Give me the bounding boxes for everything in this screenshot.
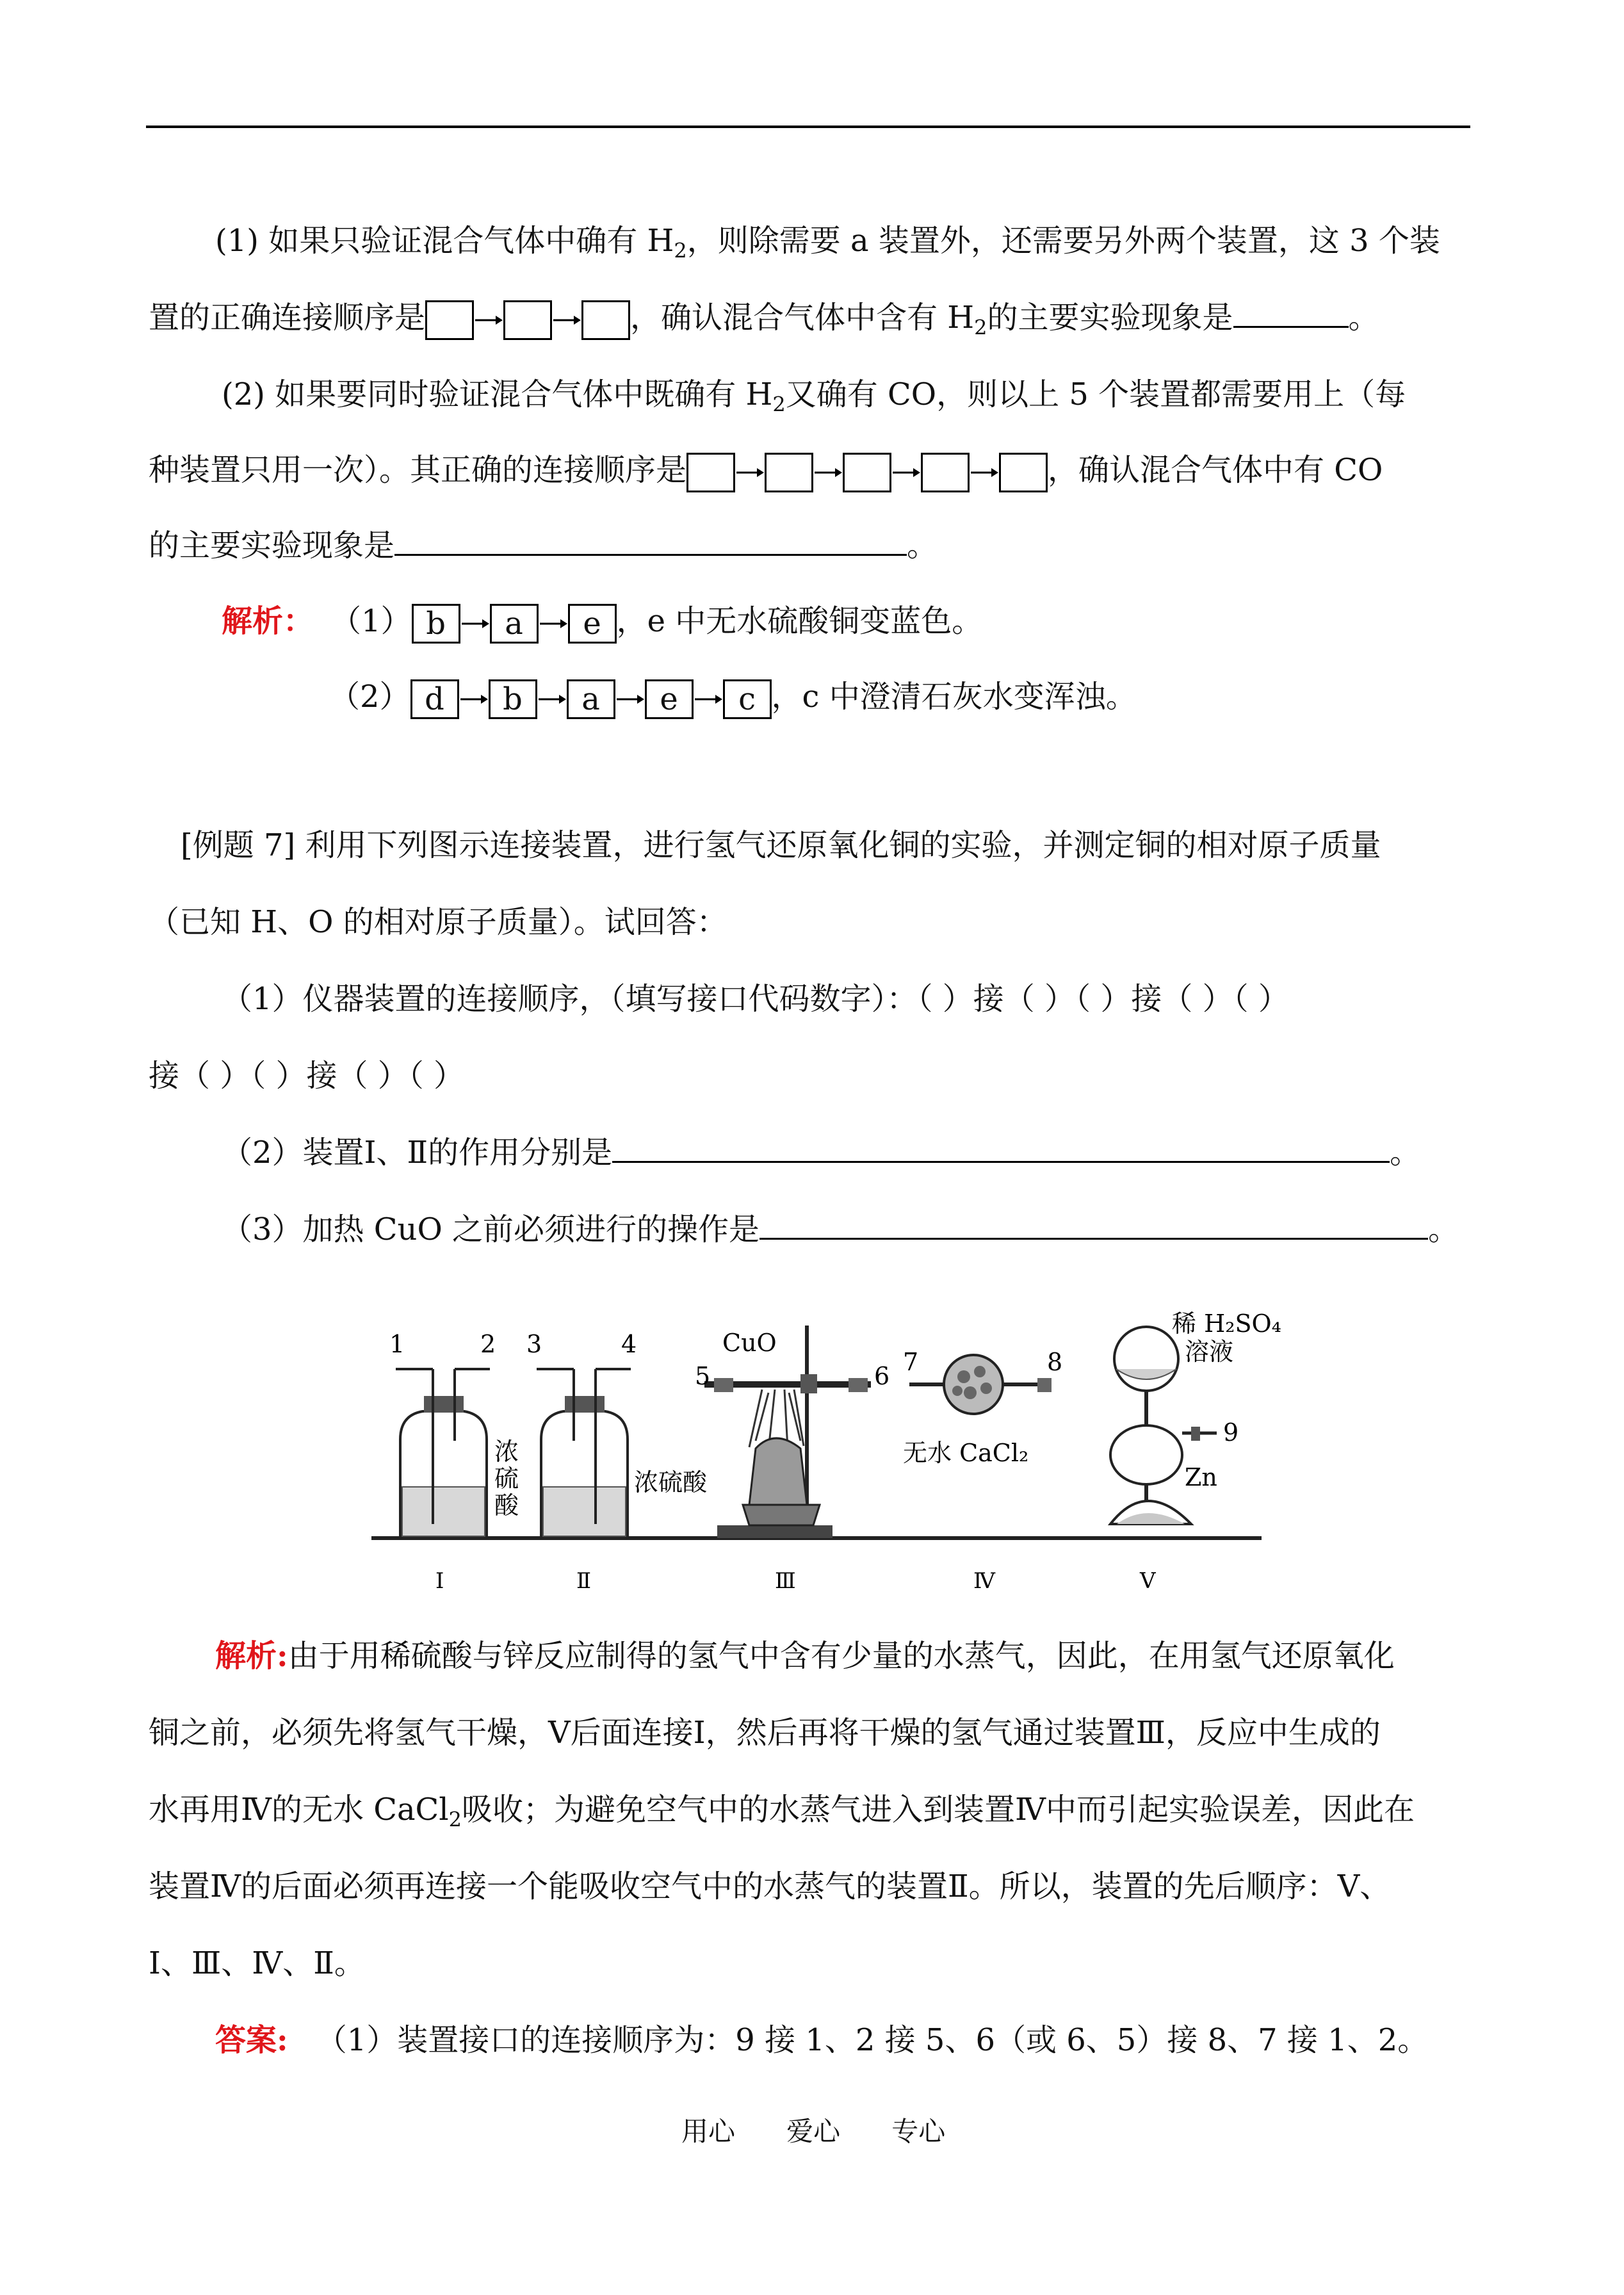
- arrow-icon: [460, 617, 490, 630]
- q2-line2: 种装置只用一次）。其正确的连接顺序是 ，确认混合气体中有 CO: [149, 451, 1383, 492]
- h2so4-label: 溶液: [1185, 1338, 1234, 1366]
- answer-box[interactable]: [921, 453, 970, 492]
- arrow-icon: [694, 693, 723, 706]
- zn-label: Zn: [1185, 1463, 1217, 1491]
- ex7-line1: [例题 7] 利用下列图示连接装置，进行氢气还原氧化铜的实验，并测定铜的相对原子质量: [181, 827, 1381, 863]
- analysis-b-line3: 水再用Ⅳ的无水 CaCl$_2$吸收；为避免空气中的水蒸气进入到装置Ⅳ中而引起实验误差，因此在: [149, 1792, 1415, 1832]
- ex7-q1a: （1）仪器装置的连接顺序，（填写接口代码数字）：（ ）接（ ）（ ）接（ ）（ ）: [222, 981, 1289, 1017]
- port-label: 2: [480, 1330, 496, 1358]
- seq2-box: d: [410, 679, 459, 719]
- answer-box[interactable]: [425, 300, 474, 340]
- bottle-2: [526, 1330, 711, 1538]
- apparatus-figure: [359, 1310, 1281, 1601]
- arrow-icon: [735, 466, 765, 479]
- q2-line1: (2) 如果要同时验证混合气体中既确有 $H_2$又确有 CO，则以上 5 个装置都需要用上（每: [222, 377, 1406, 417]
- q2-line3: 的主要实验现象是 。: [149, 528, 938, 564]
- port-label: 3: [526, 1330, 542, 1358]
- h2so4-label: 稀 H₂SO₄: [1172, 1310, 1281, 1338]
- port-label: 8: [1047, 1348, 1063, 1376]
- q1-line1: (1) 如果只验证混合气体中确有 $H_2$，则除需要 a 装置外，还需要另外两个装置，这 3 个装: [215, 223, 1440, 263]
- port-label: 4: [621, 1330, 637, 1358]
- port-label: 7: [903, 1348, 919, 1376]
- answer-box[interactable]: [843, 453, 891, 492]
- port-label: 9: [1223, 1418, 1239, 1447]
- ex7-q3: （3）加热 CuO 之前必须进行的操作是 。: [222, 1212, 1459, 1247]
- arrow-icon: [552, 314, 581, 327]
- answer-blank[interactable]: [394, 527, 907, 556]
- arrow-icon: [891, 466, 921, 479]
- header-rule: [146, 126, 1470, 128]
- answer-blank[interactable]: [1233, 299, 1349, 328]
- answer-line: 答案: （1）装置接口的连接顺序为：9 接 1、2 接 5、6（或 6、5）接 8、7 接 1、2。: [215, 2022, 1429, 2058]
- analysis-b-line4: 装置Ⅳ的后面必须再连接一个能吸收空气中的水蒸气的装置Ⅱ。所以，装置的先后顺序：Ⅴ、: [149, 1869, 1391, 1904]
- arrow-icon: [459, 693, 489, 706]
- arrow-icon: [813, 466, 843, 479]
- acid-label: 浓: [494, 1438, 519, 1466]
- analysis-b-line5: Ⅰ、Ⅲ、Ⅳ、Ⅱ。: [149, 1945, 365, 1981]
- arrow-icon: [970, 466, 999, 479]
- port-label: 6: [874, 1362, 890, 1390]
- seq1-box: a: [490, 604, 539, 644]
- seq2-box: e: [645, 679, 694, 719]
- analysis-a-line1: 解析： （1） b a e ，e 中无水硫酸铜变蓝色。: [222, 602, 982, 644]
- ex7-q2: （2）装置Ⅰ、Ⅱ的作用分别是 。: [222, 1135, 1421, 1171]
- device-label: Ⅴ: [1140, 1568, 1156, 1594]
- answer-box[interactable]: [999, 453, 1048, 492]
- arrow-icon: [537, 693, 567, 706]
- acid-label: 酸: [494, 1491, 519, 1520]
- cuo-label: CuO: [722, 1329, 777, 1357]
- apparatus-3: [695, 1326, 889, 1538]
- answer-box[interactable]: [503, 300, 552, 340]
- cacl2-label: 无水 CaCl₂: [903, 1439, 1029, 1467]
- port-label: 1: [389, 1330, 405, 1358]
- device-label: Ⅳ: [973, 1568, 995, 1594]
- arrow-icon: [615, 693, 645, 706]
- answer-blank[interactable]: [759, 1211, 1428, 1240]
- bottle-1: [389, 1330, 519, 1538]
- port-label: 5: [695, 1362, 711, 1390]
- acid-label: 硫: [494, 1464, 519, 1493]
- device-label: Ⅲ: [775, 1568, 796, 1594]
- seq2-box: a: [567, 679, 615, 719]
- answer-box[interactable]: [581, 300, 630, 340]
- acid-label: 浓硫酸: [634, 1468, 708, 1496]
- seq2-box: b: [489, 679, 537, 719]
- arrow-icon: [539, 617, 568, 630]
- arrow-icon: [474, 314, 503, 327]
- seq1-box: e: [568, 604, 617, 644]
- page-footer: 用心 爱心 专心: [681, 2116, 946, 2147]
- q1-line2: 置的正确连接顺序是 ，确认混合气体中含有 $H_2$的主要实验现象是 。: [149, 300, 1379, 340]
- analysis-b-line2: 铜之前，必须先将氢气干燥，Ⅴ后面连接Ⅰ，然后再将干燥的氢气通过装置Ⅲ，反应中生成的: [149, 1715, 1381, 1751]
- ex7-line2: （已知 H、O 的相对原子质量）。试回答：: [149, 904, 727, 940]
- answer-blank[interactable]: [612, 1134, 1390, 1163]
- ex7-q1b: 接（ ）（ ）接（ ）（ ）: [149, 1058, 465, 1094]
- apparatus-5: [1110, 1310, 1281, 1524]
- seq2-box: c: [723, 679, 772, 719]
- answer-box[interactable]: [686, 453, 735, 492]
- answer-box[interactable]: [765, 453, 813, 492]
- device-label: Ⅱ: [576, 1568, 592, 1594]
- apparatus-4: [903, 1348, 1062, 1467]
- analysis-b-line1: 解析:由于用稀硫酸与锌反应制得的氢气中含有少量的水蒸气，因此，在用氢气还原氧化: [215, 1638, 1395, 1674]
- seq1-box: b: [412, 604, 460, 644]
- device-label: Ⅰ: [435, 1568, 444, 1594]
- analysis-a-line2: （2） d b a e c ，c 中澄清石灰水变浑浊。: [329, 677, 1137, 719]
